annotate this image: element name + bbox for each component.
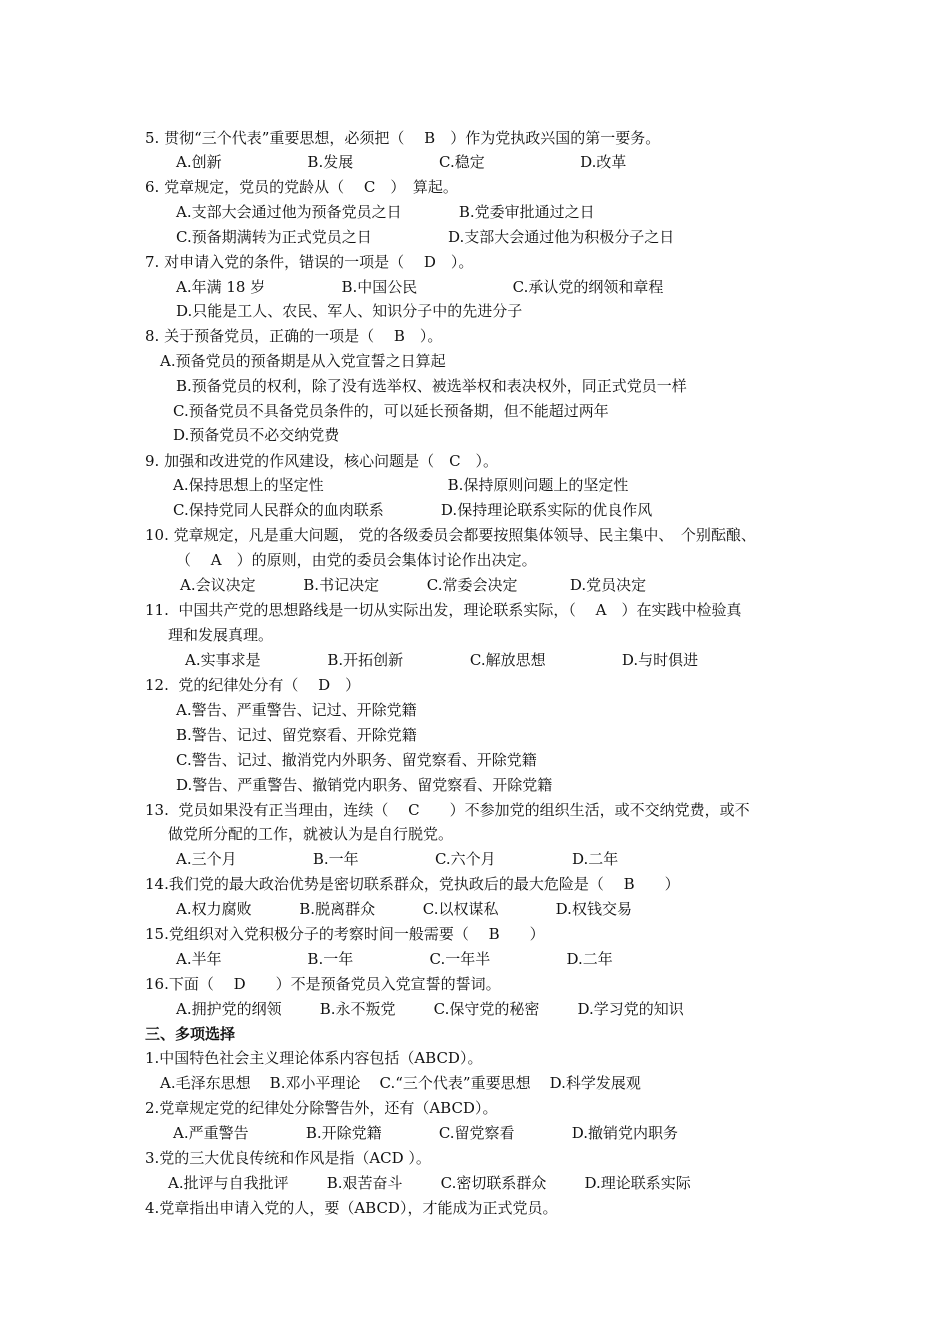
- question-14-options: A.权力腐败 B.脱离群众 C.以权谋私 D.权钱交易: [176, 900, 632, 918]
- question-10-options: A.会议决定 B.书记决定 C.常委会决定 D.党员决定: [180, 576, 647, 594]
- question-6: 6. 党章规定，党员的党龄从（ C ） 算起。: [145, 178, 458, 196]
- question-11: 11. 中国共产党的思想路线是一切从实际出发，理论联系实际，（ A ）在实践中检验真: [145, 601, 742, 619]
- question-8-option-b: B.预备党员的权利，除了没有选举权、被选举权和表决权外，同正式党员一样: [176, 377, 687, 395]
- multi-question-3: 3.党的三大优良传统和作风是指（ACD ）。: [145, 1149, 431, 1167]
- question-11-continued: 理和发展真理。: [168, 626, 274, 644]
- question-7-option-d: D.只能是工人、农民、军人、知识分子中的先进分子: [176, 302, 523, 320]
- question-12-option-a: A.警告、严重警告、记过、开除党籍: [176, 701, 417, 719]
- question-14: 14.我们党的最大政治优势是密切联系群众，党执政后的最大危险是（ B ）: [145, 875, 680, 893]
- question-7-options-abc: A.年满 18 岁 B.中国公民 C.承认党的纲领和章程: [176, 278, 664, 296]
- question-13: 13. 党员如果没有正当理由，连续（ C ）不参加党的组织生活，或不交纳党费，或不: [145, 801, 750, 819]
- question-16-options: A.拥护党的纲领 B.永不叛党 C.保守党的秘密 D.学习党的知识: [176, 1000, 684, 1018]
- question-10: 10. 党章规定，凡是重大问题， 党的各级委员会都要按照集体领导、民主集中、 个别酝酿、: [145, 526, 756, 544]
- question-10-continued: （ A ）的原则，由党的委员会集体讨论作出决定。: [176, 551, 537, 569]
- question-6-options-cd: C.预备期满转为正式党员之日 D.支部大会通过他为积极分子之日: [176, 228, 675, 246]
- question-12-option-d: D.警告、严重警告、撤销党内职务、留党察看、开除党籍: [176, 776, 553, 794]
- multi-question-3-options: A.批评与自我批评 B.艰苦奋斗 C.密切联系群众 D.理论联系实际: [168, 1174, 691, 1192]
- question-6-options-ab: A.支部大会通过他为预备党员之日 B.党委审批通过之日: [176, 203, 595, 221]
- question-13-continued: 做党所分配的工作，就被认为是自行脱党。: [168, 825, 454, 843]
- question-8: 8. 关于预备党员，正确的一项是（ B ）。: [145, 327, 443, 345]
- question-15-options: A.半年 B.一年 C.一年半 D.二年: [176, 950, 613, 968]
- multi-question-1: 1.中国特色社会主义理论体系内容包括（ABCD）。: [145, 1049, 483, 1067]
- section-heading-multiple-choice: 三、多项选择: [145, 1025, 236, 1043]
- question-8-option-c: C.预备党员不具备党员条件的，可以延长预备期，但不能超过两年: [173, 402, 609, 420]
- question-7: 7. 对申请入党的条件，错误的一项是（ D ）。: [145, 253, 474, 271]
- question-13-options: A.三个月 B.一年 C.六个月 D.二年: [176, 850, 619, 868]
- question-12-option-c: C.警告、记过、撤消党内外职务、留党察看、开除党籍: [176, 751, 537, 769]
- question-8-option-d: D.预备党员不必交纳党费: [173, 426, 340, 444]
- question-5: 5. 贯彻“三个代表”重要思想，必须把（ B ）作为党执政兴国的第一要务。: [145, 129, 661, 147]
- question-5-options: A.创新 B.发展 C.稳定 D.改革: [176, 153, 627, 171]
- multi-question-2-options: A.严重警告 B.开除党籍 C.留党察看 D.撤销党内职务: [173, 1124, 679, 1142]
- question-9-options-cd: C.保持党同人民群众的血肉联系 D.保持理论联系实际的优良作风: [173, 501, 653, 519]
- question-12: 12. 党的纪律处分有（ D ）: [145, 676, 361, 694]
- question-9-options-ab: A.保持思想上的坚定性 B.保持原则问题上的坚定性: [173, 476, 629, 494]
- multi-question-1-options: A.毛泽东思想 B.邓小平理论 C.“三个代表”重要思想 D.科学发展观: [160, 1074, 641, 1092]
- multi-question-4: 4.党章指出申请入党的人，要（ABCD），才能成为正式党员。: [145, 1199, 558, 1217]
- question-15: 15.党组织对入党积极分子的考察时间一般需要（ B ）: [145, 925, 545, 943]
- question-16: 16.下面（ D ）不是预备党员入党宣誓的誓词。: [145, 975, 501, 993]
- question-8-option-a: A.预备党员的预备期是从入党宣誓之日算起: [160, 352, 446, 370]
- question-9: 9. 加强和改进党的作风建设，核心问题是（ C ）。: [145, 452, 499, 470]
- question-11-options: A.实事求是 B.开拓创新 C.解放思想 D.与时俱进: [185, 651, 699, 669]
- question-12-option-b: B.警告、记过、留党察看、开除党籍: [176, 726, 417, 744]
- multi-question-2: 2.党章规定党的纪律处分除警告外，还有（ABCD）。: [145, 1099, 498, 1117]
